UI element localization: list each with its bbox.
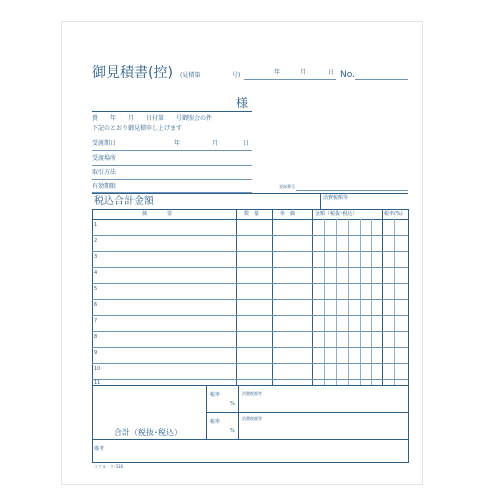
amount-digit-line-1 bbox=[324, 219, 325, 385]
total-divider bbox=[320, 193, 321, 209]
row-number: 6 bbox=[94, 302, 98, 308]
total-top-line bbox=[92, 193, 408, 194]
payment-terms-line bbox=[92, 179, 252, 180]
row-line-1 bbox=[92, 235, 408, 236]
amount-digit-line-3 bbox=[348, 219, 349, 385]
amount-digit-line-2 bbox=[336, 219, 337, 385]
header-tax-rate: 税率(%) bbox=[384, 211, 403, 217]
row-number: 11 bbox=[94, 380, 101, 386]
summary-bottom-line bbox=[92, 439, 408, 440]
estimate-form-sheet bbox=[62, 22, 422, 484]
no-underline bbox=[355, 79, 408, 80]
delivery-place-label: 受渡場所 bbox=[92, 155, 117, 162]
intro-text: 下記のとおり御見積申し上げます bbox=[92, 125, 183, 132]
delivery-year-label: 年 bbox=[174, 140, 181, 147]
date-underline bbox=[244, 79, 336, 80]
row-number: 7 bbox=[94, 318, 98, 324]
percent-1: % bbox=[230, 401, 235, 407]
no-label: No. bbox=[340, 70, 355, 80]
valid-period-label: 有効期限 bbox=[92, 183, 117, 190]
honorific-sama: 様 bbox=[236, 96, 249, 110]
estimate-number-suffix: 号) bbox=[232, 72, 241, 79]
header-amount: 金額（税抜･税込） bbox=[315, 211, 358, 217]
delivery-date-label: 受渡期日 bbox=[92, 140, 117, 147]
percent-2: % bbox=[230, 428, 235, 434]
reference-line: 貴 年 月 日付第 号御照会の件 bbox=[92, 115, 213, 122]
form-title: 御見積書(控) bbox=[92, 65, 173, 81]
row-line-5 bbox=[92, 299, 408, 300]
estimate-number-label: (見積第 bbox=[180, 72, 201, 79]
row-line-8 bbox=[92, 347, 408, 348]
row-line-3 bbox=[92, 267, 408, 268]
row-line-2 bbox=[92, 251, 408, 252]
date-day-label: 日 bbox=[328, 69, 335, 76]
row-number: 1 bbox=[94, 222, 98, 228]
row-number: 5 bbox=[94, 286, 98, 292]
addressee-line bbox=[92, 111, 252, 112]
tax-rate-digit-line bbox=[394, 219, 395, 385]
subtotal-label: 合計（税抜･税込） bbox=[114, 428, 182, 437]
estimate-table bbox=[92, 209, 409, 463]
row-number: 10 bbox=[94, 366, 101, 372]
row-line-10 bbox=[92, 379, 408, 380]
registration-number-label: 登録番号 bbox=[279, 184, 295, 189]
delivery-month-label: 月 bbox=[212, 140, 219, 147]
row-number: 2 bbox=[94, 238, 98, 244]
tax-rate-label-2: 税率 bbox=[210, 419, 221, 425]
header-description: 摘 要 bbox=[142, 211, 173, 217]
footer-product-code: コクヨ ウ-316 bbox=[94, 464, 124, 469]
row-line-4 bbox=[92, 283, 408, 284]
rows-bottom-line bbox=[92, 385, 408, 386]
date-month-label: 月 bbox=[300, 69, 307, 76]
consumption-tax-label: 消費税額等 bbox=[323, 195, 349, 201]
row-line-7 bbox=[92, 331, 408, 332]
remarks-label: 備考 bbox=[94, 446, 105, 452]
amount-digit-line-5 bbox=[371, 219, 372, 385]
header-unit-price: 単 価 bbox=[280, 211, 296, 217]
row-number: 9 bbox=[94, 350, 98, 356]
total-amount-label: 税込合計金額 bbox=[94, 196, 154, 207]
tax-amount-label-2: 消費税額等 bbox=[242, 416, 262, 421]
delivery-date-line bbox=[92, 150, 252, 151]
summary-mid-line bbox=[206, 412, 408, 413]
row-number: 8 bbox=[94, 334, 98, 340]
tax-rate-label-1: 税率 bbox=[210, 392, 221, 398]
amount-digit-line-4 bbox=[360, 219, 361, 385]
header-quantity: 数 量 bbox=[244, 211, 260, 217]
row-number: 4 bbox=[94, 270, 98, 276]
payment-terms-label: 取引方法 bbox=[92, 169, 117, 176]
registration-number-line bbox=[296, 190, 408, 191]
row-number: 3 bbox=[94, 254, 98, 260]
date-year-label: 年 bbox=[274, 69, 281, 76]
delivery-day-label: 日 bbox=[243, 140, 250, 147]
row-line-6 bbox=[92, 315, 408, 316]
tax-amount-label-1: 消費税額等 bbox=[242, 391, 262, 396]
delivery-place-line bbox=[92, 165, 252, 166]
row-line-9 bbox=[92, 363, 408, 364]
